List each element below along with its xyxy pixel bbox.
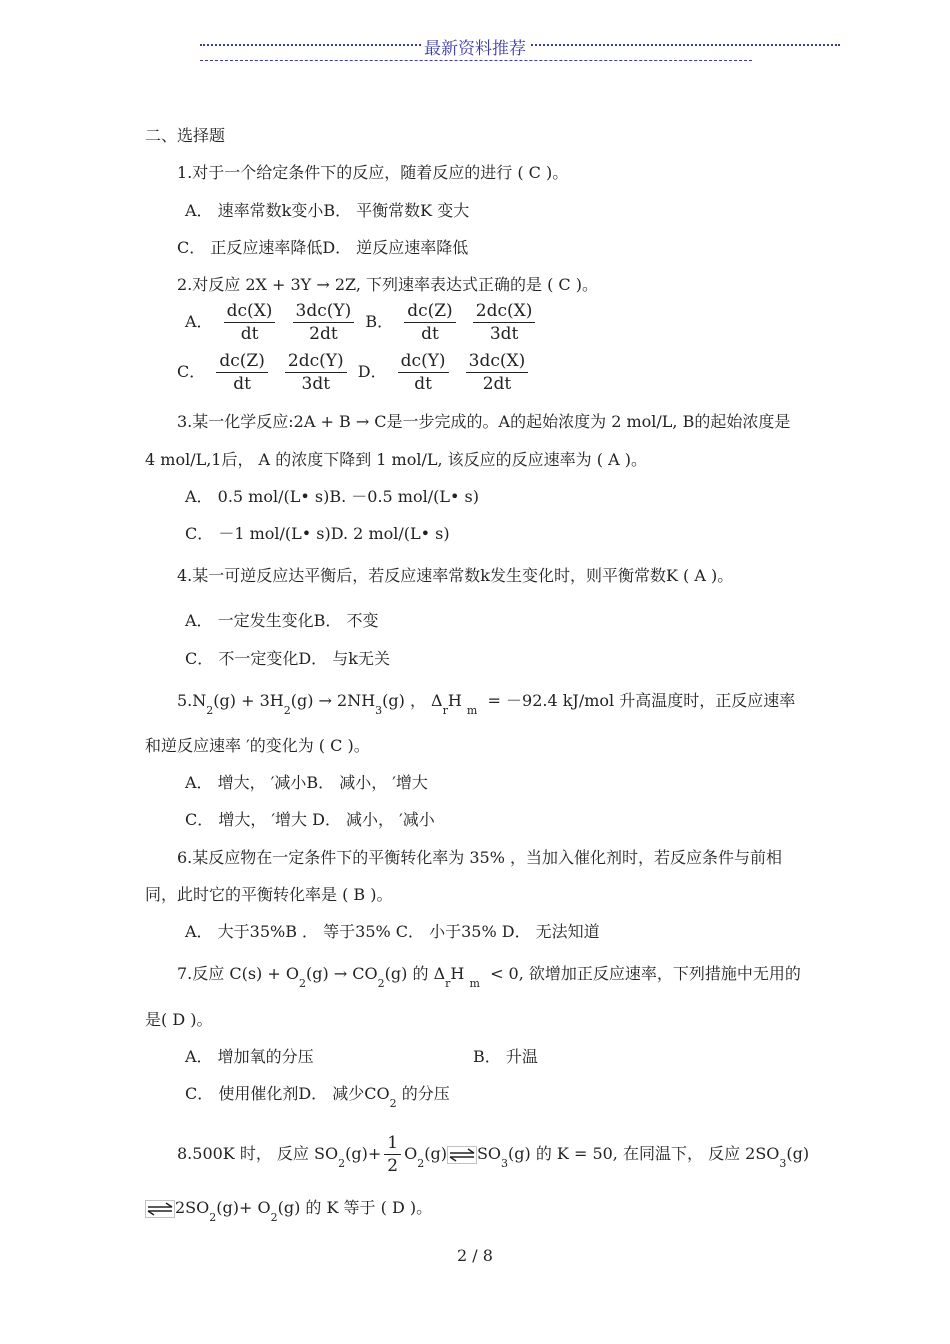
q2-d-frac2: $\frac{3dc(X)}{2dt}$ <box>466 350 529 395</box>
header-title: 最新资料推荐 <box>0 34 950 59</box>
q8-stem-line2: $2SO_2(g)+ O_2(g)$ 的 K 等于 ( D )。 <box>145 1198 432 1220</box>
q3-stem-line2: 4 mol/L,1后， A 的浓度下降到 1 mol/L, 该反应的反应速率为 ( A )。 <box>145 450 647 469</box>
q2-a-frac2: $\frac{3dc(Y)}{2dt}$ <box>293 300 355 345</box>
q7-option-b: B． 升温 <box>473 1047 538 1066</box>
q4-options-cd: C． 不一定变化D． 与k无关 <box>185 649 390 668</box>
q8-half-fraction: $\frac{1}{2}$ <box>384 1132 401 1177</box>
q2-c-frac1: $\frac{dc(Z)}{dt}$ <box>216 350 267 395</box>
q2-c-frac2: $\frac{2dc(Y)}{3dt}$ <box>285 350 347 395</box>
equilibrium-arrow-icon <box>447 1146 477 1164</box>
q3-options-ab: A． 0.5 mol/(L• s)B. －0.5 mol/(L• s) <box>185 487 479 506</box>
q2-options-cd <box>177 350 534 395</box>
q6-stem-line1: 6.某反应物在一定条件下的平衡转化率为 35% ，当加入催化剂时，若反应条件与前相 <box>177 848 783 867</box>
q5-options-ab: A． 增大， ′减小B． 减小， ′增大 <box>185 773 428 792</box>
q5-stem-line2: 和逆反应速率 ′的变化为 ( C )。 <box>145 736 370 755</box>
q8-stem-line1: 8.500K 时， 反应 $SO_2(g)+$ $\frac{1}{2}$ $O_2(g)$ $SO_3(g)$ 的 K = 50, 在同温下， 反应 $2SO_3(g)$ <box>177 1133 810 1176</box>
q1-options-ab: A． 速率常数k变小B． 平衡常数K 变大 <box>185 201 470 220</box>
q5-options-cd: C． 增大， ′增大 D． 减小， ′减小 <box>185 810 435 829</box>
q2-b-label: B． <box>365 312 394 331</box>
q6-stem-line2: 同，此时它的平衡转化率是 ( B )。 <box>145 885 393 904</box>
q2-d-frac1: $\frac{dc(Y)}{dt}$ <box>398 350 449 395</box>
q1-stem: 1.对于一个给定条件下的反应，随着反应的进行 ( C )。 <box>177 163 569 182</box>
section-title: 二、选择题 <box>145 126 226 145</box>
q4-options-ab: A． 一定发生变化B． 不变 <box>185 611 379 630</box>
q2-d-label: D． <box>357 362 387 381</box>
equilibrium-arrow-icon <box>145 1200 175 1218</box>
q7-options-cd: C． 使用催化剂D． 减少$CO_2$ 的分压 <box>185 1084 450 1110</box>
page-number: 2 / 8 <box>457 1246 493 1265</box>
q2-a-frac1: $\frac{dc(X)}{dt}$ <box>224 300 276 345</box>
q6-options: A． 大于35%B ． 等于35% C． 小于35% D． 无法知道 <box>185 922 600 941</box>
q2-c-label: C． <box>177 362 206 381</box>
q7-stem-line2: 是( D )。 <box>145 1010 213 1029</box>
q2-b-frac1: $\frac{dc(Z)}{dt}$ <box>404 300 455 345</box>
header-dashed-rule <box>200 60 752 63</box>
q1-options-cd: C． 正反应速率降低D． 逆反应速率降低 <box>177 238 469 257</box>
q2-options-ab <box>185 300 541 345</box>
q5-stem-line1: $5.N_2(g) + 3H_2(g) \to 2NH_3(g)$ ， $\Delta_rH$ $_m$ = －92.4 kJ/mol 升高温度时，正反应速率 <box>177 691 796 717</box>
q7-stem-line1: 7.反应 $C(s) + O_2(g) \to CO_2(g)$ 的 $\Delta_rH$ $_m$ < 0, 欲增加正反应速率，下列措施中无用的 <box>177 964 801 990</box>
q2-a-label: A． <box>185 312 213 331</box>
q3-stem-line1: 3.某一化学反应:2A + B → C是一步完成的。A的起始浓度为 2 mol/L, B的起始浓度是 <box>177 412 791 431</box>
q7-option-a: A． 增加氧的分压 <box>185 1047 314 1066</box>
q3-options-cd: C． －1 mol/(L• s)D. 2 mol/(L• s) <box>185 524 450 543</box>
q4-stem: 4.某一可逆反应达平衡后，若反应速率常数k发生变化时，则平衡常数K ( A )。 <box>177 566 734 585</box>
q2-stem: 2.对反应 2X + 3Y → 2Z, 下列速率表达式正确的是 ( C )。 <box>177 275 598 294</box>
q2-b-frac2: $\frac{2dc(X)}{3dt}$ <box>473 300 536 345</box>
